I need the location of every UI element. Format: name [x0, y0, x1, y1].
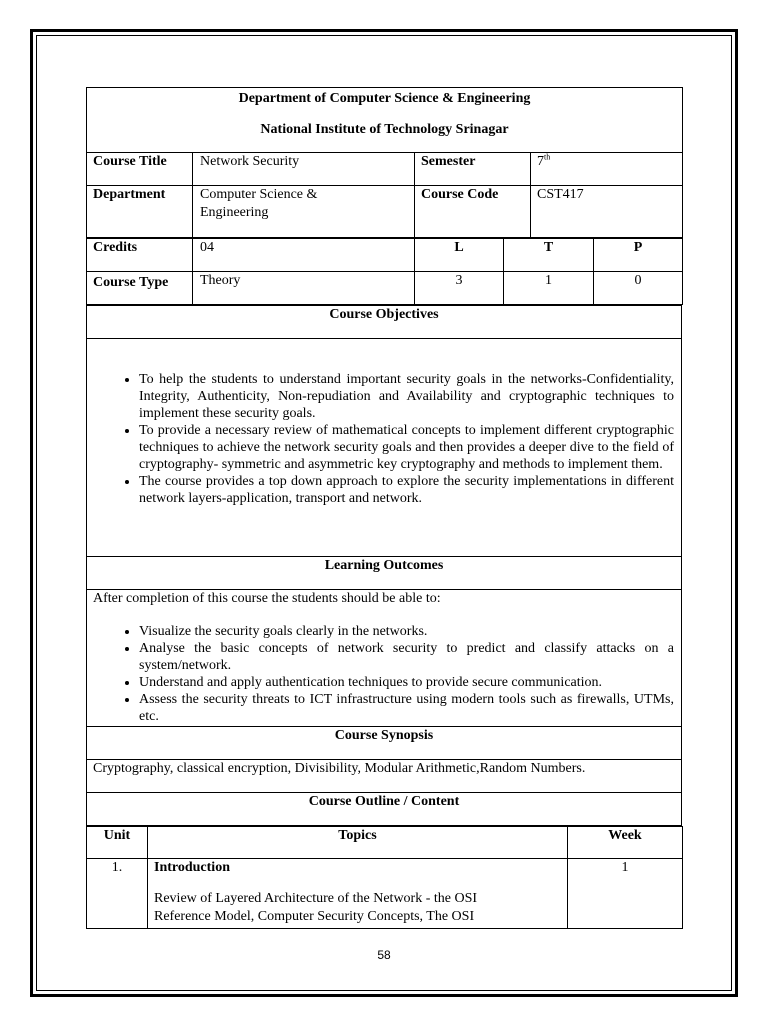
synopsis-text: Cryptography, classical encryption, Divisibility, Modular Arithmetic,Random Numbers. — [87, 760, 682, 793]
objectives-list — [93, 371, 674, 507]
tutorial-value: 1 — [504, 272, 594, 305]
course-type-value: Theory — [193, 272, 415, 305]
objective-item: • To help the students to understand important security goals in the networks-Confidentiality, Integrity, Authenticity, Non-repudiation and Availability and cryptographic techniques to implement these security goals. — [139, 371, 674, 422]
course-code-value: CST417 — [531, 186, 683, 238]
outcome-item: • Analyse the basic concepts of network security to predict and classify attacks on a system/network. — [139, 640, 674, 674]
outcomes-intro: After completion of this course the students should be able to: — [93, 591, 441, 606]
department-heading: Department of Computer Science & Engineering — [238, 91, 531, 106]
unit-column-header: Unit — [87, 827, 148, 859]
synopsis-heading-row — [87, 727, 682, 760]
outcomes-cell — [87, 590, 682, 727]
header-row — [87, 88, 683, 153]
content-table — [86, 305, 682, 826]
outcomes-heading-row — [87, 557, 682, 590]
outline-row — [87, 859, 683, 929]
outcomes-list — [93, 623, 674, 725]
topic-cell — [148, 859, 568, 929]
department-value-line1: Computer Science & — [200, 187, 318, 202]
course-type-label: Course Type — [87, 272, 193, 305]
objectives-row — [87, 339, 682, 557]
credits-row — [87, 239, 683, 272]
objective-item: • To provide a necessary review of mathematical concepts to implement different cryptographic techniques to achieve the network security goals and then provides a deeper dive to the field of cryptography- symmetric and asymmetric key cryptography and methods to implement them. — [139, 422, 674, 473]
synopsis-heading: Course Synopsis — [87, 727, 682, 760]
topics-column-header: Topics — [148, 827, 568, 859]
outline-table — [86, 826, 683, 929]
practical-label: P — [594, 239, 683, 272]
course-document — [86, 87, 682, 929]
week-number: 1 — [568, 859, 683, 929]
outcomes-heading: Learning Outcomes — [87, 557, 682, 590]
institute-heading: National Institute of Technology Srinagar — [260, 122, 509, 137]
semester-label: Semester — [415, 153, 531, 186]
department-label: Department — [87, 186, 193, 238]
outcomes-row — [87, 590, 682, 727]
course-title-row — [87, 153, 683, 186]
objectives-cell — [87, 339, 682, 557]
credits-table — [86, 238, 683, 305]
synopsis-row — [87, 760, 682, 793]
unit-number: 1. — [87, 859, 148, 929]
semester-suffix: th — [544, 152, 551, 162]
course-type-row — [87, 272, 683, 305]
semester-value — [531, 153, 683, 186]
objective-item: • The course provides a top down approach to explore the security implementations in different network layers-application, transport and network. — [139, 473, 674, 507]
course-title-label: Course Title — [87, 153, 193, 186]
tutorial-label: T — [504, 239, 594, 272]
outline-heading: Course Outline / Content — [87, 793, 682, 826]
page-number: 58 — [377, 948, 391, 962]
topic-title: Introduction — [154, 860, 230, 875]
department-row — [87, 186, 683, 238]
credits-label: Credits — [87, 239, 193, 272]
week-column-header: Week — [568, 827, 683, 859]
objectives-heading: Course Objectives — [87, 306, 682, 339]
department-value — [193, 186, 415, 238]
department-value-line2: Engineering — [200, 205, 269, 220]
topic-text-line2: Reference Model, Computer Security Concepts, The OSI — [154, 909, 475, 924]
credits-value: 04 — [193, 239, 415, 272]
course-title-value: Network Security — [193, 153, 415, 186]
outcome-item: • Assess the security threats to ICT infrastructure using modern tools such as firewalls, UTMs, etc. — [139, 691, 674, 725]
topic-text-line1: Review of Layered Architecture of the Network - the OSI — [154, 891, 478, 906]
outline-header-row — [87, 827, 683, 859]
semester-number: 7 — [537, 154, 544, 169]
course-details-table — [86, 87, 683, 238]
practical-value: 0 — [594, 272, 683, 305]
objectives-heading-row — [87, 306, 682, 339]
lecture-value: 3 — [415, 272, 504, 305]
course-code-label: Course Code — [415, 186, 531, 238]
outcome-item: • Visualize the security goals clearly in the networks. — [139, 623, 674, 640]
outcome-item: • Understand and apply authentication techniques to provide secure communication. — [139, 674, 674, 691]
lecture-label: L — [415, 239, 504, 272]
outline-heading-row — [87, 793, 682, 826]
